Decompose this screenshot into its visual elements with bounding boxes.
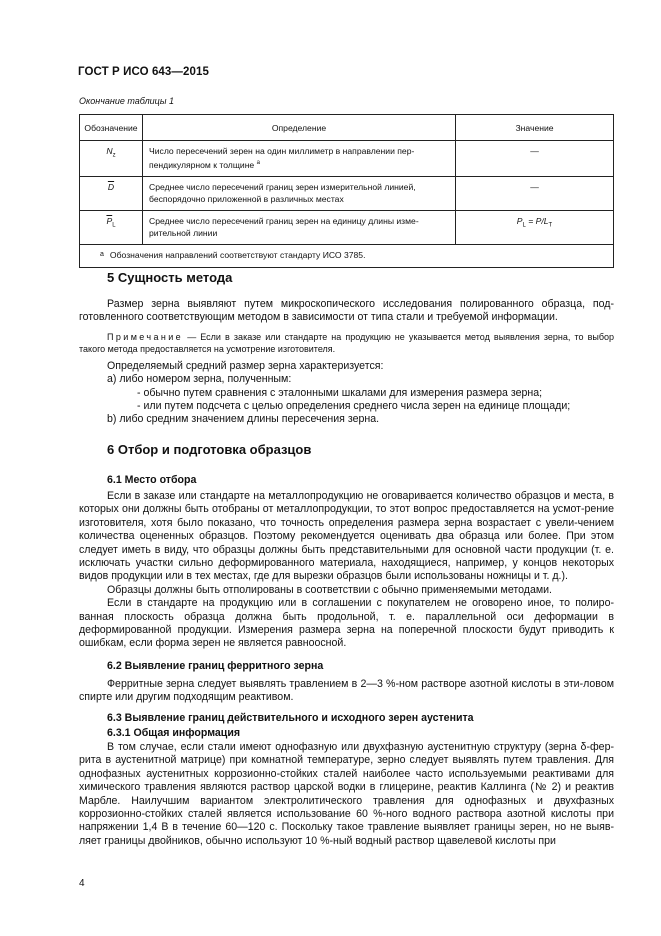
subsection-6-3-1-heading: 6.3.1 Общая информация: [107, 727, 241, 739]
value-cell: —: [456, 141, 614, 177]
paragraph: В том случае, если стали имеют однофазную или двухфазную аустенитную структуру (зерна δ-фер-рита в аустенитной матрице) при комнатной температуре, зерно следует выявлять путем травления. Для однофазных аустенитных коррозионно-стойких сталей наиболее часто используемыми реактивами для химического травления являются раствор царской водки в глицерине, реактив Каллинга (№ 2) и реактив Марбле. Наилучшим вариантом электролитического травления для однофазных и двухфазных коррозионно-стойких сталей является использование 60 %-ного водного раствора азотной кислоты при напряжении 1,4 В в течение 60—120 с. Поскольку такое травление выявляет границы зерен, но не выяв-ляет границы двойников, обычно используют 10 %-ный водный раствор щавелевой кислоты при: [79, 741, 614, 847]
definition-cell: Среднее число пересечений границ зерен на единицу длины изме- рительной линии: [143, 210, 456, 244]
subsection-6-2-body: [79, 678, 614, 705]
table-row: [80, 141, 614, 177]
subsection-6-3-heading: 6.3 Выявление границ действительного и исходного зерен аустенита: [107, 712, 474, 724]
note-paragraph: Примечание — Если в заказе или стандарте на продукцию не указывается метод выявления зерна, то выбор такого метода предоставляется на усмотрение изготовителя.: [79, 331, 614, 354]
subsection-6-1-heading: 6.1 Место отбора: [107, 474, 197, 486]
paragraph: Определяемый средний размер зерна характеризуется:: [107, 359, 384, 372]
symbol-cell: $\overline{D}$: [80, 176, 143, 210]
paragraph: Если в заказе или стандарте на металлопродукцию не оговаривается количество образцов и места, в которых они должны быть отобраны от металлопродукции, то этот вопрос предоставляется на усмот-рение изготовителя, хотя было показано, что точность определения размера зерна возрастает с увели-чением количества оцененных образцов. Поэтому рекомендуется оценивать два образца или более. При этом следует иметь в виду, что образцы должны быть представительными для основной части продукции (т. е. исключать участки сильно деформированного материала, находящиеся, например, у концов некоторых видов продукции или в тех местах, где для вырезки образцов были использованы ножницы и т. д.).: [79, 490, 614, 583]
list-item: а) либо номером зерна, полученным:: [107, 373, 292, 386]
table-header-row: [80, 115, 614, 141]
document-header: ГОСТ Р ИСО 643—2015: [78, 66, 210, 78]
value-cell: —: [456, 176, 614, 210]
paragraph: Образцы должны быть отполированы в соответствии с обычно применяемыми методами.: [107, 583, 552, 596]
header-definition: Определение: [143, 115, 456, 141]
header-value: Значение: [456, 115, 614, 141]
list-item: - или путем подсчета с целью определения среднего числа зерен на единице площади;: [137, 400, 571, 413]
table-footnote-row: [80, 244, 614, 267]
definitions-table: [79, 114, 614, 268]
section-6-heading: 6 Отбор и подготовка образцов: [107, 442, 312, 457]
table-row: [80, 210, 614, 244]
page-number: 4: [79, 878, 85, 889]
section-5-body: [79, 298, 614, 427]
paragraph: Размер зерна выявляют путем микроскопического исследования полированного образца, под-готовленного соответствующим методом в зависимости от типа стали и требуемой информации.: [79, 298, 614, 324]
value-cell: $P_L = P/L_T$: [456, 210, 614, 244]
subsection-6-2-heading: 6.2 Выявление границ ферритного зерна: [107, 660, 324, 672]
header-symbol: Обозначение: [80, 115, 143, 141]
table-row: [80, 176, 614, 210]
paragraph: Если в стандарте на продукцию или в соглашении с покупателем не оговорено иное, то полиро-ванная плоскость образца должна быть продольной, т. е. параллельной оси деформации в деформированной продукции. Измерения размера зерна на поперечной плоскости будут приводить к ошибкам, если форма зерен не является равноосной.: [79, 597, 614, 650]
subsection-6-3-1-body: [79, 741, 614, 848]
definition-cell: Число пересечений зерен на один миллиметр в направлении пер- пендикулярном к толщине $^a$: [143, 141, 456, 177]
subsection-6-1-body: [79, 490, 614, 651]
definition-cell: Среднее число пересечений границ зерен измерительной линией, беспорядочно приложенной в различных местах: [143, 176, 456, 210]
table-footnote: $^a$ Обозначения направлений соответствуют стандарту ИСО 3785.: [80, 244, 614, 267]
list-item: b) либо средним значением длины пересечения зерна.: [107, 413, 380, 426]
paragraph: Ферритные зерна следует выявлять травлением в 2—3 %-ном растворе азотной кислоты в эти-ловом спирте или другим подходящим реактивом.: [79, 678, 614, 704]
symbol-cell: $\overline{P}_L$: [80, 210, 143, 244]
table-caption: Окончание таблицы 1: [79, 96, 174, 106]
list-item: - обычно путем сравнения с эталонными шкалами для измерения размера зерна;: [137, 386, 543, 399]
section-5-heading: 5 Сущность метода: [107, 270, 233, 285]
symbol-cell: $N_z$: [80, 141, 143, 177]
